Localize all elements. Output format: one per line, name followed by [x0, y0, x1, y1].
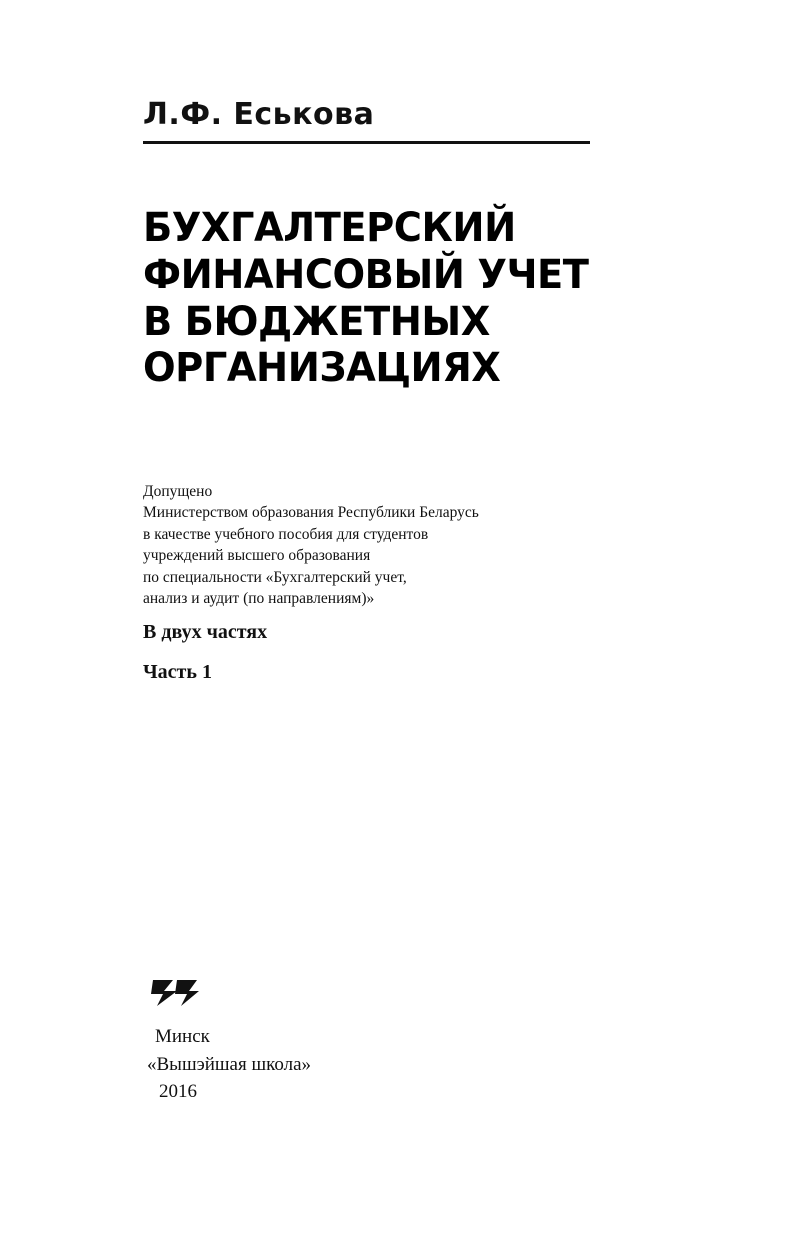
- publisher-logo-icon: [151, 978, 199, 1008]
- author-divider: [143, 141, 590, 144]
- volume-info: [143, 622, 543, 682]
- author-name: Л.Ф. Еськова: [143, 97, 375, 132]
- title-line-2: ФИНАНСОВЫЙ УЧЕТ: [143, 251, 589, 298]
- title-line-1: БУХГАЛТЕРСКИЙ: [143, 205, 516, 251]
- volume-count: В двух частях: [143, 621, 268, 643]
- approval-line-3: в качестве учебного пособия для студентов: [143, 525, 429, 543]
- approval-line-2: Министерством образования Республики Беларусь: [143, 504, 479, 522]
- publisher-imprint: [143, 978, 443, 1106]
- approval-line-5: по специальности «Бухгалтерский учет,: [143, 568, 407, 586]
- approval-line-6: анализ и аудит (по направлениям)»: [143, 589, 375, 607]
- title-line-3: В БЮДЖЕТНЫХ: [143, 298, 490, 345]
- approval-line-4: учреждений высшего образования: [143, 547, 371, 565]
- current-part: Часть 1: [143, 661, 212, 683]
- publisher-name: «Вышэйшая школа»: [147, 1053, 312, 1075]
- author-block: [143, 98, 593, 144]
- title-line-4: ОРГАНИЗАЦИЯХ: [143, 345, 501, 392]
- approval-line-1: Допущено: [143, 483, 213, 500]
- page-title: [143, 205, 613, 392]
- approval-statement: [143, 481, 603, 609]
- publisher-city: Минск: [155, 1026, 210, 1047]
- publication-year: 2016: [159, 1081, 197, 1103]
